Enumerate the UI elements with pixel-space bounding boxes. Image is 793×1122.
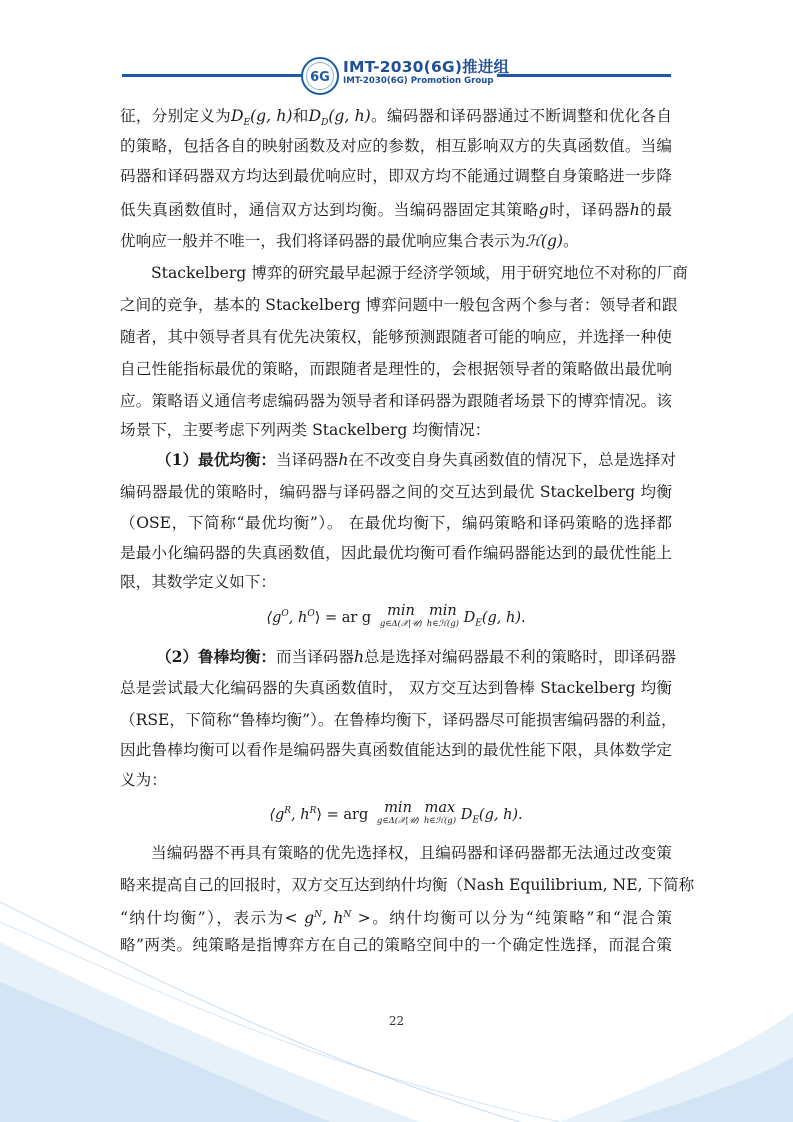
p2-line-5: 应。策略语义通信考虑编码器为领导者和译码器为跟随者场景下的博弈情况。该 bbox=[120, 392, 672, 410]
p2-line-1: Stackelberg 博弈的研究最早起源于经济学领域，用于研究地位不对称的厂商 bbox=[151, 264, 688, 282]
brand-title: IMT-2030(6G)推进组 bbox=[343, 58, 510, 76]
brand-subtitle: IMT-2030(6G) Promotion Group bbox=[343, 76, 494, 86]
optimal-equilibrium-heading: （1）最优均衡： bbox=[156, 450, 277, 469]
decorative-wave-background bbox=[0, 862, 793, 1122]
p1-line-2: 的策略，包括各自的映射函数及对应的参数，相互影响双方的失真函数值。当编 bbox=[120, 137, 672, 155]
p1-line-1: 征，分别定义为$D_E(g$, h)和$D_D(g$, h)。编码器和译码器通过不断调整和优化各自 bbox=[120, 107, 672, 129]
p3-line-4: 是最小化编码器的失真函数值，因此最优均衡可看作编码器能达到的最优性能上 bbox=[120, 544, 672, 562]
p1-line-4: 低失真函数值时，通信双方达到均衡。当编码器固定其策略g时，译码器h的最 bbox=[120, 201, 672, 219]
p3-line-3: （OSE，下简称“最优均衡”）。 在最优均衡下，编码策略和译码策略的选择都 bbox=[120, 514, 672, 532]
p2-line-3: 随者，其中领导者具有优先决策权，能够预测跟随者可能的响应，并选择一种使 bbox=[120, 328, 672, 346]
brand-block bbox=[343, 58, 509, 87]
p2-line-6: 场景下，主要考虑下列两类 Stackelberg 均衡情况： bbox=[120, 421, 491, 439]
formula-optimal-equilibrium: $⟨g^O$, $h^O⟩$ = ar g min g∈Δ(𝒳|𝒰) min h∈ℋ(g) $D_E(g$, h). bbox=[266, 603, 526, 629]
p4-line-4: 因此鲁棒均衡可以看作是编码器失真函数值能达到的最优性能下限，具体数学定 bbox=[120, 741, 672, 759]
logo-text: 6G bbox=[310, 70, 330, 85]
p2-line-2: 之间的竞争，基本的 Stackelberg 博弈问题中一般包含两个参与者：领导者和跟 bbox=[120, 296, 678, 314]
p5-line-4: 略”两类。纯策略是指博弈方在自己的策略空间中的一个确定性选择，而混合策 bbox=[120, 936, 672, 954]
p4-line-2: 总是尝试最大化编码器的失真函数值时， 双方交互达到鲁棒 Stackelberg 均衡 bbox=[120, 679, 672, 697]
p1-line-5: 优响应一般并不唯一，我们将译码器的最优响应集合表示为ℋ(g)。 bbox=[120, 232, 579, 250]
p3-line-2: 编码器最优的策略时，编码器与译码器之间的交互达到最优 Stackelberg 均衡 bbox=[120, 483, 672, 501]
p2-line-4: 自己性能指标最优的策略，而跟随者是理性的，会根据领导者的策略做出最优响 bbox=[120, 360, 672, 378]
p5-line-3: “纳什均衡”），表示为< $g^N$, $h^N$ >。纳什均衡可以分为“纯策略”和“混合策 bbox=[120, 909, 672, 928]
page-number: 22 bbox=[388, 1014, 405, 1028]
p5-line-2: 略来提高自己的回报时，双方交互达到纳什均衡（Nash Equilibrium, NE, 下简称 bbox=[120, 876, 695, 894]
p4-line-1: （2）鲁棒均衡：而当译码器h总是选择对编码器最不利的策略时，即译码器 bbox=[156, 647, 676, 666]
p3-line-5: 限，其数学定义如下： bbox=[120, 573, 276, 591]
p5-line-1: 当编码器不再具有策略的优先选择权，且编码器和译码器都无法通过改变策 bbox=[151, 844, 672, 862]
p3-line-1: （1）最优均衡：当译码器h在不改变自身失真函数值的情况下，总是选择对 bbox=[156, 450, 676, 469]
robust-equilibrium-heading: （2）鲁棒均衡： bbox=[156, 647, 277, 666]
p4-line-3: （RSE，下简称“鲁棒均衡”）。在鲁棒均衡下，译码器尽可能损害编码器的利益， bbox=[120, 711, 677, 729]
imt-2030-logo-icon bbox=[300, 56, 340, 96]
header-rule-left bbox=[122, 74, 302, 77]
p1-line-3: 码器和译码器双方均达到最优响应时，即双方均不能通过调整自身策略进一步降 bbox=[120, 167, 672, 185]
p4-line-5: 义为： bbox=[120, 771, 167, 789]
formula-robust-equilibrium: $⟨g^R$, $h^R⟩$ = arg min g∈Δ(𝒳|𝒰) max h∈ℋ(g) $D_E(g$, h). bbox=[269, 800, 523, 826]
header-rule-right bbox=[497, 74, 671, 77]
